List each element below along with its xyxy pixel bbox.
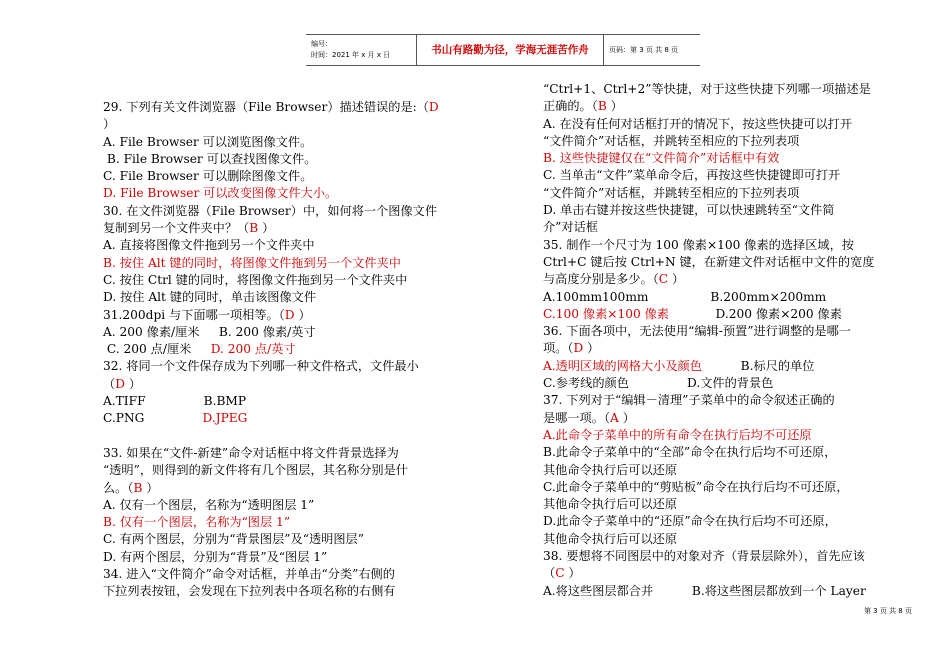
text-line xyxy=(103,220,471,237)
line-text: 29. 下列有关文件浏览器（File Browser）描述错误的是:（ xyxy=(103,100,429,114)
line-text: C. 当单击“文件”菜单命令后，再按这些快捷键即可打开 xyxy=(543,168,841,183)
line-text: A.TIFF B.BMP xyxy=(103,394,247,409)
answer-letter: D xyxy=(115,376,125,391)
text-line xyxy=(543,444,915,461)
line-text: A. 200 像素/厘米 B. 200 像素/英寸 xyxy=(103,324,316,339)
text-line xyxy=(543,479,915,496)
line-text: 么。（ xyxy=(103,480,134,495)
text-line xyxy=(103,341,471,358)
line-text: “透明”，则得到的新文件将有几个图层，其名称分别是什 xyxy=(103,463,408,478)
text-line xyxy=(103,168,471,185)
answer-letter: B xyxy=(249,221,259,236)
line-text: 正确的。（ xyxy=(543,99,598,114)
header-id-label: 编号： xyxy=(311,40,332,48)
line-text: 35. 制作一个尺寸为 100 像素×100 像素的选择区域，按 xyxy=(543,237,854,252)
line-text: B.此命令子菜单中的“全部”命令在执行后均不可还原， xyxy=(543,445,837,460)
line-text: 32. 将同一个文件保存成为下列哪一种文件格式，文件最小 xyxy=(103,359,419,374)
text-line xyxy=(543,81,915,98)
answer-letter: A xyxy=(610,410,619,425)
line-text: A. File Browser 可以浏览图像文件。 xyxy=(103,134,313,149)
correct-option: A.透明区域的网格大小及颜色 xyxy=(543,358,702,373)
line-text: A. 直接将图像文件拖到另一个文件夹中 xyxy=(103,238,315,253)
answer-letter: B xyxy=(597,99,607,114)
line-text: 是哪一项。（ xyxy=(543,410,611,425)
line-text: A.此命令子菜单中的所有命令在执行后均不可还原 xyxy=(543,427,812,442)
line-text: 下拉列表按钮，会发现在下拉列表中各项名称的右侧有 xyxy=(103,584,396,599)
text-line xyxy=(543,289,915,306)
text-line xyxy=(543,583,915,600)
text-line xyxy=(543,150,915,167)
text-line xyxy=(543,323,915,340)
text-line xyxy=(543,462,915,479)
text-line xyxy=(103,497,471,514)
text-line xyxy=(103,134,471,151)
line-text: 与高度分别是多少。（ xyxy=(543,272,659,287)
line-text: ） xyxy=(103,117,116,132)
text-line xyxy=(543,340,915,357)
text-line xyxy=(543,271,915,288)
answer-letter: D xyxy=(573,341,584,356)
line-text: 其他命令执行后可以还原 xyxy=(543,497,678,512)
line-text: A.将这些图层都合并 B.将这些图层都放到一个 Layer xyxy=(543,583,866,598)
line-text: C.参考线的颜色 D.文件的背景色 xyxy=(543,376,774,391)
text-line xyxy=(543,358,915,375)
text-line xyxy=(543,375,915,392)
answer-letter: D xyxy=(284,307,295,322)
answer-letter: D xyxy=(428,100,439,114)
line-text: ） xyxy=(124,376,142,391)
text-line xyxy=(543,185,915,202)
text-line xyxy=(103,99,471,116)
left-column xyxy=(103,99,471,601)
header-meta xyxy=(306,35,416,65)
line-text: ） xyxy=(618,410,635,425)
correct-option: D.JPEG xyxy=(202,411,248,426)
text-line xyxy=(103,480,471,497)
line-text: D. 单击右键并按这些快捷键，可以快速跳转至“文件简 xyxy=(543,203,835,218)
line-text: （ xyxy=(103,376,116,391)
text-line xyxy=(103,307,471,324)
text-line xyxy=(103,185,471,202)
text-line xyxy=(103,566,471,583)
header-page-label: 页码：第 3 页 共 8 页 xyxy=(609,45,679,54)
line-text: B. File Browser 可以查找图像文件。 xyxy=(103,151,317,166)
page-header xyxy=(306,34,700,66)
text-line xyxy=(103,445,471,462)
line-text: （ xyxy=(543,566,556,581)
line-text: 36. 下面各项中，无法使用“编辑-预置”进行调整的是哪一 xyxy=(543,324,851,339)
text-line xyxy=(543,254,915,271)
line-text: ） xyxy=(142,480,159,495)
text-line xyxy=(103,116,471,133)
line-text: 38. 要想将不同图层中的对象对齐（背景层除外），首先应该 xyxy=(543,549,865,564)
line-text: C. File Browser 可以删除图像文件。 xyxy=(103,169,313,184)
text-line xyxy=(103,462,471,479)
text-line xyxy=(543,237,915,254)
text-line xyxy=(103,151,471,168)
line-text: C. 有两个图层，分别为“背景图层”及“透明图层” xyxy=(103,532,364,547)
text-line xyxy=(543,98,915,115)
line-text: 介”对话框 xyxy=(543,220,598,235)
text-line xyxy=(103,531,471,548)
text-line xyxy=(103,376,471,393)
line-text: A. 仅有一个图层，名称为“透明图层 1” xyxy=(103,497,315,512)
header-time-label: 时间：2021 年 x 月 x 日 xyxy=(311,51,391,59)
answer-letter: C xyxy=(555,566,565,581)
line-text: ） xyxy=(564,566,581,581)
text-line xyxy=(103,255,471,272)
text-line xyxy=(543,410,915,427)
line-text: D. 按住 Alt 键的同时，单击该图像文件 xyxy=(103,290,317,305)
line-text: B. 按住 Alt 键的同时，将图像文件拖到另一个文件夹中 xyxy=(103,255,401,270)
line-text: 33. 如果在“文件-新建”命令对话框中将文件背景选择为 xyxy=(103,445,399,460)
text-line xyxy=(543,531,915,548)
header-motto: 书山有路勤为径，学海无涯苦作舟 xyxy=(416,35,604,65)
line-text: “Ctrl+1、Ctrl+2”等快捷，对于这些快捷下列哪一项描述是 xyxy=(543,82,871,96)
text-line xyxy=(543,167,915,184)
line-text: C.PNG xyxy=(103,411,203,426)
text-line xyxy=(103,583,471,600)
line-text: A. 在没有任何对话框打开的情况下，按这些快捷可以打开 xyxy=(543,116,853,131)
text-line xyxy=(103,289,471,306)
line-text: C. 200 点/厘米 xyxy=(103,342,211,357)
text-line xyxy=(543,427,915,444)
line-text: 其他命令执行后可以还原 xyxy=(543,531,678,546)
line-text: C.此命令子菜单中的“剪贴板”命令在执行后均不可还原， xyxy=(543,479,849,494)
line-text: 30. 在文件浏览器（File Browser）中，如何将一个图像文件 xyxy=(103,203,438,218)
text-line xyxy=(103,514,471,531)
text-line xyxy=(543,513,915,530)
correct-option: D. 200 点/英寸 xyxy=(210,342,296,357)
line-text: D.此命令子菜单中的“还原”命令在执行后均不可还原， xyxy=(543,514,837,529)
answer-letter: C xyxy=(658,272,669,287)
text-line xyxy=(103,203,471,220)
line-text: ） xyxy=(258,221,275,236)
line-text: “文件简介”对话框，并跳转至相应的下拉列表项 xyxy=(543,185,800,200)
line-text: ） xyxy=(668,272,685,287)
text-line xyxy=(103,324,471,341)
blank-line xyxy=(103,428,471,445)
line-text: C. 按住 Ctrl 键的同时，将图像文件拖到另一个文件夹中 xyxy=(103,272,408,287)
line-text: D. 有两个图层，分别为“背景”及“图层 1” xyxy=(103,549,328,564)
line-text: 其他命令执行后可以还原 xyxy=(543,462,678,477)
line-text: Ctrl+C 键后按 Ctrl+N 键，在新建文件对话框中文件的宽度 xyxy=(543,254,875,269)
text-line xyxy=(103,410,471,427)
text-line xyxy=(543,496,915,513)
line-text: B. 仅有一个图层，名称为“图层 1” xyxy=(103,515,291,530)
line-text: A.100mm100mm B.200mm×200mm xyxy=(543,289,827,304)
text-line xyxy=(543,392,915,409)
line-text: “文件简介”对话框，并跳转至相应的下拉列表项 xyxy=(543,133,800,148)
text-line xyxy=(543,219,915,236)
text-line xyxy=(103,393,471,410)
line-text: ） xyxy=(606,99,623,114)
text-line xyxy=(103,358,471,375)
line-text: B. 这些快捷键仅在“文件简介”对话框中有效 xyxy=(543,151,780,166)
line-text: D. File Browser 可以改变图像文件大小。 xyxy=(103,186,338,201)
line-text: 34. 进入“文件简介”命令对话框，并单击“分类”右侧的 xyxy=(103,567,395,582)
line-text: 复制到另一个文件夹中？（ xyxy=(103,221,250,236)
page-footer: 第 3 页 共 8 页 xyxy=(863,607,912,615)
text-line xyxy=(543,548,915,565)
line-text: 项。（ xyxy=(543,341,574,356)
text-line xyxy=(543,202,915,219)
text-line xyxy=(103,272,471,289)
line-text: B.标尺的单位 xyxy=(701,358,815,373)
text-line xyxy=(543,565,915,582)
text-line xyxy=(543,306,915,323)
text-line xyxy=(103,237,471,254)
line-text: ） xyxy=(294,307,311,322)
right-column xyxy=(543,81,915,600)
line-text: 37. 下列对于“编辑－清理”子菜单中的命令叙述正确的 xyxy=(543,393,835,408)
line-text: ） xyxy=(583,341,600,356)
text-line xyxy=(543,133,915,150)
text-line xyxy=(543,116,915,133)
line-text: D.200 像素×200 像素 xyxy=(669,306,842,321)
line-text: 31.200dpi 与下面哪一项相等。（ xyxy=(103,307,285,322)
correct-option: C.100 像素×100 像素 xyxy=(543,306,669,321)
answer-letter: B xyxy=(133,480,143,495)
text-line xyxy=(103,549,471,566)
